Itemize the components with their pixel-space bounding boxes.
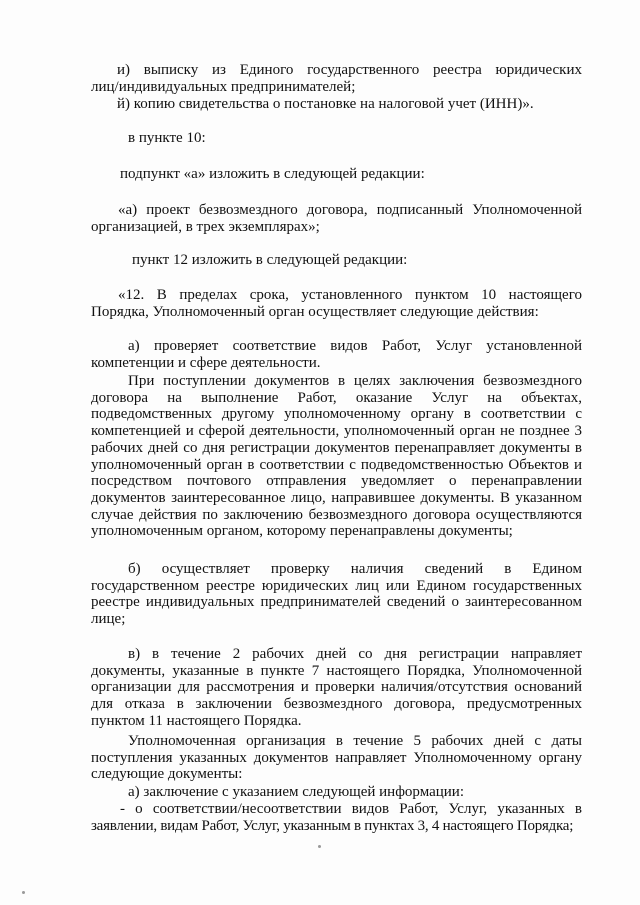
text-line: заявлении, видам Работ, Услуг, указанным в пунктах 3, 4 настоящего Порядка;: [91, 817, 574, 834]
text-line: компетенцией и сферой деятельности, уполномоченный орган не позднее 3: [91, 423, 582, 440]
text-line: б) осуществляет проверку наличия сведений в Едином: [128, 561, 582, 577]
text-line: уполномоченный орган в соответствии с подведомственностью Объектов и: [91, 456, 582, 473]
paragraph-action-v: [91, 646, 582, 730]
text-line: в пункте 10:: [128, 130, 206, 146]
text-line: Порядка, Уполномоченный орган осуществляет следующие действия:: [91, 303, 539, 320]
text-line: организации для рассмотрения и проверки наличия/отсутствия оснований: [91, 679, 582, 696]
text-line: компетенции и сфере деятельности.: [91, 354, 321, 371]
text-line: для отказа в заключении безвозмездного договора, предусмотренных: [91, 696, 582, 713]
paragraph-point-12-intro: [91, 252, 582, 269]
text-line: «12. В пределах срока, установленного пунктом 10 настоящего: [118, 287, 582, 303]
text-line: документы, указанные в пункте 7 настоящего Порядка, Уполномоченной: [91, 662, 582, 679]
text-line: й) копию свидетельства о постановке на налоговой учет (ИНН)».: [117, 96, 534, 112]
text-line: Уполномоченная организация в течение 5 рабочих дней с даты: [128, 733, 582, 749]
text-line: - о соответствии/несоответствии видов Работ, Услуг, указанных в: [120, 801, 582, 817]
text-line: «а) проект безвозмездного договора, подписанный Уполномоченной: [118, 202, 582, 218]
text-line: а) заключение с указанием следующей информации:: [128, 784, 464, 800]
text-line: документов заинтересованное лицо, направившее документы. В указанном: [91, 489, 582, 506]
text-line: лице;: [91, 611, 126, 628]
scan-speck: [22, 891, 25, 894]
text-line: государственном реестре юридических лиц или Едином государственных: [91, 577, 582, 594]
paragraph-conclusion-a: [91, 784, 582, 801]
paragraph-redirect: [91, 373, 582, 540]
paragraph-action-b: [91, 561, 582, 628]
text-line: следующие документы:: [91, 766, 243, 783]
paragraph-point-12-text: [91, 287, 582, 320]
text-line: договора на выполнение Работ, оказание Услуг на объектах,: [91, 389, 582, 406]
text-line: и) выписку из Единого государственного реестра юридических: [117, 62, 582, 78]
paragraph-organization: [91, 733, 582, 783]
text-line: подпункт «а» изложить в следующей редакции:: [120, 166, 425, 182]
text-line: пунктом 11 настоящего Порядка.: [91, 712, 302, 729]
text-line: рабочих дней со дня регистрации документов перенаправляет документы в: [91, 439, 582, 456]
text-line: подведомственных другому уполномоченному органу в соответствии с: [91, 406, 582, 423]
text-line: случае действия по заключению безвозмездного договора осуществляются: [91, 506, 582, 523]
paragraph-item-i: [91, 62, 582, 95]
paragraph-conclusion-dash: [91, 801, 582, 834]
text-line: а) проверяет соответствие видов Работ, Услуг установленной: [128, 338, 582, 354]
paragraph-action-a: [91, 338, 582, 371]
text-line: посредством почтового отправления уведомляет о перенаправлении: [91, 473, 582, 490]
text-line: лиц/индивидуальных предпринимателей;: [91, 78, 356, 95]
scan-speck: [318, 845, 321, 848]
text-line: уполномоченным органом, которому перенаправлены документы;: [91, 523, 513, 540]
text-line: При поступлении документов в целях заключения безвозмездного: [128, 373, 582, 389]
text-line: поступления указанных документов направляет Уполномоченному органу: [91, 749, 582, 766]
paragraph-point-10: [91, 130, 582, 147]
text-line: в) в течение 2 рабочих дней со дня регистрации направляет: [128, 646, 582, 662]
paragraph-subpoint-a-intro: [91, 166, 582, 183]
text-line: реестре индивидуальных предпринимателей сведений о заинтересованном: [91, 594, 582, 611]
paragraph-item-j: [91, 96, 582, 113]
paragraph-subpoint-a-text: [91, 202, 582, 235]
text-line: организацией, в трех экземплярах»;: [91, 218, 320, 235]
text-line: пункт 12 изложить в следующей редакции:: [132, 252, 408, 268]
